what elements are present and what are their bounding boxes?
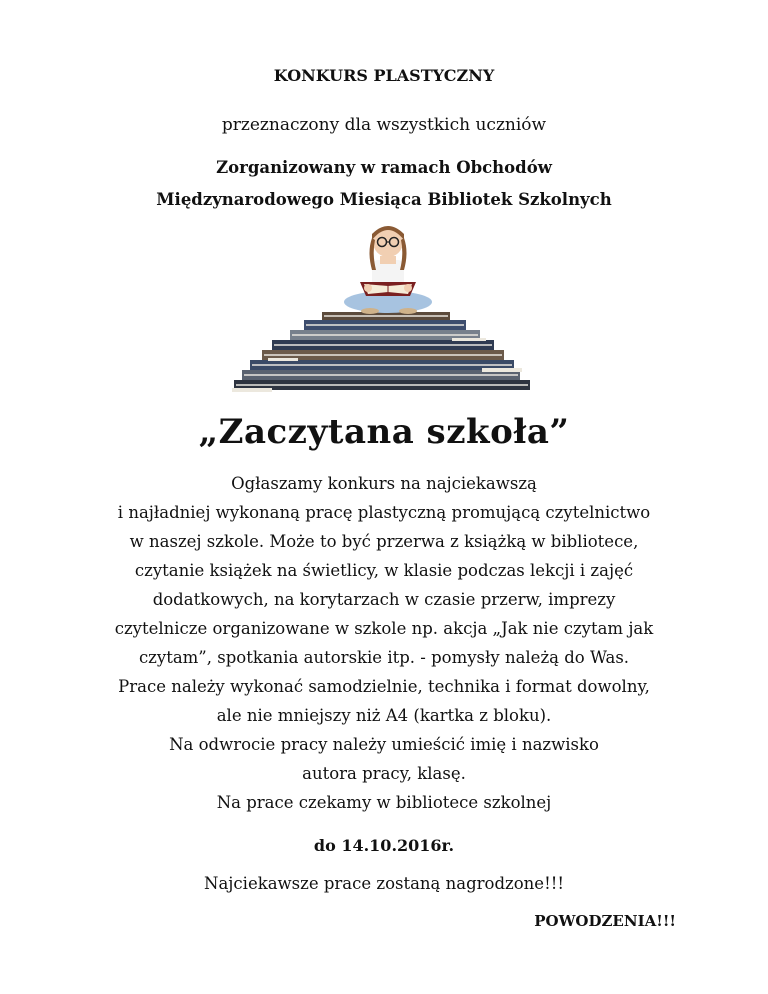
body-line: autora pracy, klasę. xyxy=(302,764,466,783)
contest-title: „Zaczytana szkoła” xyxy=(198,412,570,452)
book-pile-icon xyxy=(232,312,530,392)
poster-subheading: przeznaczony dla wszystkich uczniów xyxy=(221,115,547,135)
body-line: czytanie książek na świetlicy, w klasie podczas lekcji i zajęć xyxy=(134,561,634,580)
body-line: czytelnicze organizowane w szkole np. akcja „Jak nie czytam jak xyxy=(114,619,654,638)
body-line: ale nie mniejszy niż A4 (kartka z bloku). xyxy=(216,706,552,725)
body-line: i najładniej wykonaną pracę plastyczną promującą czytelnictwo xyxy=(117,503,651,522)
body-line: Prace należy wykonać samodzielnie, technika i format dowolny, xyxy=(118,677,650,696)
organized-line-1: Zorganizowany w ramach Obchodów xyxy=(216,158,552,177)
poster-heading: KONKURS PLASTYCZNY xyxy=(273,66,495,85)
deadline-date: do 14.10.2016r. xyxy=(313,836,455,855)
body-line: Na odwrocie pracy należy umieścić imię i nazwisko xyxy=(169,735,599,754)
girl-reading-icon xyxy=(344,226,432,314)
body-line: Na prace czekamy w bibliotece szkolnej xyxy=(216,793,552,812)
body-line: Ogłaszamy konkurs na najciekawszą xyxy=(231,474,537,493)
body-line: dodatkowych, na korytarzach w czasie przerw, imprezy xyxy=(152,590,616,609)
body-line: czytam”, spotkania autorskie itp. - pomysły należą do Was. xyxy=(138,648,630,667)
good-luck-text: POWODZENIA!!! xyxy=(534,912,676,930)
prize-note: Najciekawsze prace zostaną nagrodzone!!! xyxy=(204,874,564,893)
body-line: w naszej szkole. Może to być przerwa z książką w bibliotece, xyxy=(129,532,639,551)
girl-reading-on-book-pile-illustration xyxy=(232,218,532,396)
organized-line-2: Międzynarodowego Miesiąca Bibliotek Szkolnych xyxy=(156,190,612,209)
